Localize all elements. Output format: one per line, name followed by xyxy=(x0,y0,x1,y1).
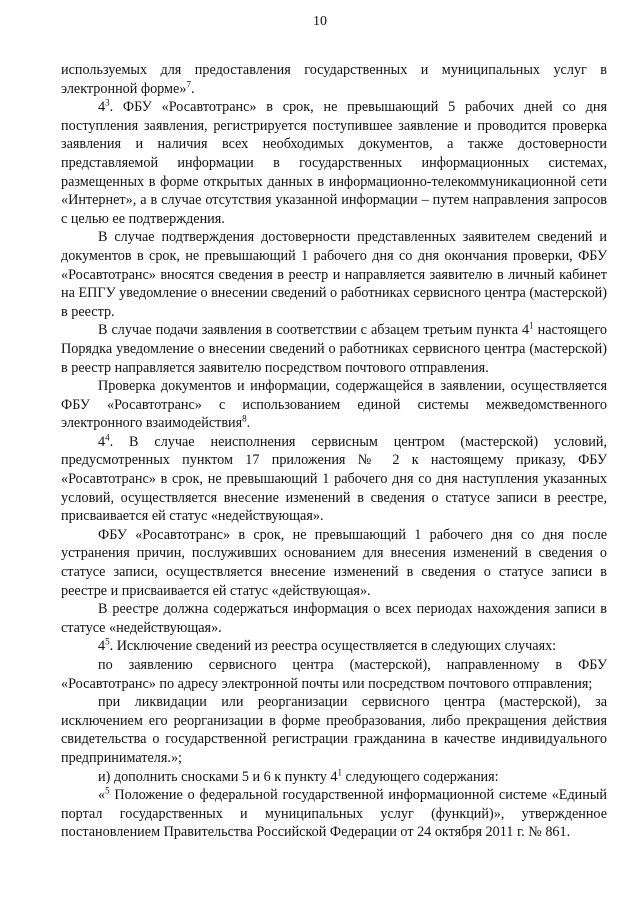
page-number: 10 xyxy=(313,14,327,29)
superscript-index: 4 xyxy=(105,432,110,443)
paragraph-text: 4 xyxy=(98,99,106,116)
superscript-index: 1 xyxy=(337,766,342,777)
paragraph-text: используемых для предоставления государственных и муниципальных услуг в электронной форме» xyxy=(61,62,607,97)
paragraph xyxy=(61,656,607,693)
paragraph-text: по заявлению сервисного центра (мастерской), направленному в ФБУ «Росавтотранс» по адресу электронной почты или посредством почтового отправления; xyxy=(61,657,607,692)
paragraph xyxy=(61,600,607,637)
superscript-index: 3 xyxy=(105,97,110,108)
paragraph xyxy=(61,98,607,228)
paragraph-text: . В случае неисполнения сервисным центром (мастерской) условий, предусмотренных пунктом 17 приложения № 2 к настоящему приказу, ФБУ «Росавтотранс» в срок, не превышающий 1 рабочего дня со дня наступления указанных условий, осуществляется внесение изменений в сведения о статусе записи в реестре, присваивается ей статус «недействующая». xyxy=(61,433,607,525)
paragraph xyxy=(61,228,607,321)
paragraph-text: следующего содержания: xyxy=(341,768,499,785)
superscript-index: 7 xyxy=(186,78,191,89)
paragraph-text: Проверка документов и информации, содержащейся в заявлении, осуществляется ФБУ «Росавтотранс» с использованием единой системы межведомственного электронного взаимодействия xyxy=(61,378,607,432)
paragraph-text: . Исключение сведений из реестра осуществляется в следующих случаях: xyxy=(109,638,557,655)
paragraph xyxy=(61,768,607,787)
paragraph-text: и) дополнить сносками 5 и 6 к пункту 4 xyxy=(98,768,338,785)
paragraph-text: при ликвидации или реорганизации сервисного центра (мастерской), за исключением его реорганизации в форме преобразования, либо прекращения действия свидетельства о государственной регистрации гражданина в качестве индивидуального предпринимателя.»; xyxy=(61,694,607,766)
paragraph-text: 4 xyxy=(98,433,106,450)
paragraph xyxy=(61,433,607,526)
paragraph xyxy=(61,693,607,767)
paragraph-text: В случае подтверждения достоверности представленных заявителем сведений и документов в срок, не превышающий 1 рабочего дня со дня окончания проверки, ФБУ «Росавтотранс» вносятся сведения в реестр и направляется заявителю в личный кабинет на ЕПГУ уведомление о внесении сведений о работниках сервисного центра (мастерской) в реестр. xyxy=(61,229,607,320)
superscript-index: 8 xyxy=(242,413,247,424)
paragraph-text: 4 xyxy=(98,638,106,655)
paragraph-text: . ФБУ «Росавтотранс» в срок, не превышающий 5 рабочих дней со дня поступления заявления, регистрируется поступившее заявление и проводится проверка заявления и наличия всех необходимых документов, а также достоверности представляемой информации в государственных информационных системах, размещенных в форме открытых данных в информационно-телекоммуникационной сети «Интернет», а в случае отсутствия указанной информации – путем направления запросов с целью ее подтверждения. xyxy=(61,99,607,227)
paragraph xyxy=(61,321,607,377)
paragraph-text: настоящего Порядка уведомление о внесении сведений о работниках сервисного центра (мастерской) в реестр направляется заявителю посредством почтового отправления. xyxy=(61,322,607,376)
paragraph-text: В случае подачи заявления в соответствии с абзацем третьим пункта 4 xyxy=(98,322,530,339)
paragraph xyxy=(61,377,607,433)
paragraph-text: Положение о федеральной государственной информационной системе «Единый портал государственных и муниципальных услуг (функций)», утвержденное постановлением Правительства Российской Федерации от 24 октября 2011 г. № 861. xyxy=(61,787,607,841)
paragraph xyxy=(61,786,607,842)
paragraph-text: . xyxy=(190,80,195,97)
superscript-index: 1 xyxy=(529,320,534,331)
paragraph-text: « xyxy=(98,787,106,804)
paragraph xyxy=(61,526,607,600)
paragraph-text: ФБУ «Росавтотранс» в срок, не превышающий 1 рабочего дня со дня после устранения причин, послуживших основанием для внесения изменений в сведения о статусе записи, осуществляется внесение изменений в сведения о статусе записи в реестре и присваивается ей статус «действующая». xyxy=(61,526,607,599)
paragraph xyxy=(61,61,607,98)
paragraph xyxy=(61,637,607,656)
superscript-index: 5 xyxy=(105,785,110,796)
superscript-index: 5 xyxy=(105,636,110,647)
document-body xyxy=(61,61,607,842)
paragraph-text: . xyxy=(246,415,251,432)
paragraph-text: В реестре должна содержаться информация о всех периодах нахождения записи в статусе «недействующая». xyxy=(61,601,607,636)
